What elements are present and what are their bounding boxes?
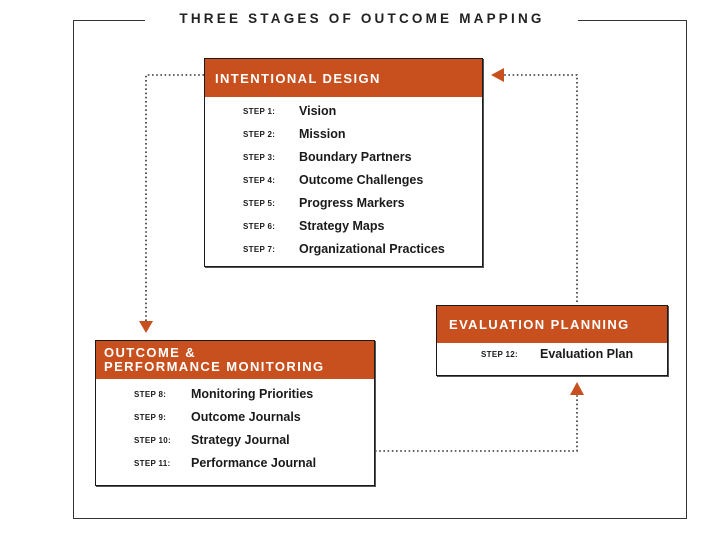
step-name: Strategy Maps xyxy=(299,219,385,233)
diagram-title: THREE STAGES OF OUTCOME MAPPING xyxy=(179,11,545,26)
step-name: Boundary Partners xyxy=(299,150,412,164)
stage-header xyxy=(96,341,374,379)
step-row xyxy=(205,126,482,144)
step-label: STEP 2: xyxy=(243,130,276,139)
step-name: Mission xyxy=(299,127,346,141)
stage-header-line1: OUTCOME & xyxy=(104,345,197,360)
arrow-monitoring-to-evaluation xyxy=(375,394,577,451)
stage-header: EVALUATION PLANNING xyxy=(437,306,667,343)
stage-header: INTENTIONAL DESIGN xyxy=(205,59,482,97)
step-row xyxy=(96,409,374,427)
stage-outcome-performance-monitoring xyxy=(95,340,375,486)
arrowhead-monitoring-to-evaluation xyxy=(570,382,584,395)
stage-header-line2: PERFORMANCE MONITORING xyxy=(104,359,325,374)
step-label: STEP 9: xyxy=(134,413,167,422)
step-label: STEP 8: xyxy=(134,390,167,399)
step-row xyxy=(96,386,374,404)
arrowhead-design-to-monitoring xyxy=(139,321,153,333)
step-name: Monitoring Priorities xyxy=(191,387,314,401)
step-name: Organizational Practices xyxy=(299,242,445,256)
step-row xyxy=(205,218,482,236)
arrow-evaluation-to-design xyxy=(503,75,577,302)
stage-intentional-design xyxy=(204,58,483,267)
step-label: STEP 5: xyxy=(243,199,276,208)
step-name: Performance Journal xyxy=(191,456,317,470)
arrow-design-to-monitoring xyxy=(146,75,204,322)
step-label: STEP 4: xyxy=(243,176,276,185)
step-name: Vision xyxy=(299,104,337,118)
step-label: STEP 3: xyxy=(243,153,276,162)
step-name: Strategy Journal xyxy=(191,433,290,447)
step-label: STEP 11: xyxy=(134,459,171,468)
step-name: Progress Markers xyxy=(299,196,405,210)
step-name: Outcome Journals xyxy=(191,410,301,424)
step-row xyxy=(96,432,374,450)
step-label: STEP 10: xyxy=(134,436,171,445)
arrowhead-evaluation-to-design xyxy=(491,68,504,82)
stage-evaluation-planning xyxy=(436,305,668,376)
step-row xyxy=(96,455,374,473)
step-row xyxy=(437,346,667,364)
step-row xyxy=(205,241,482,259)
step-row xyxy=(205,195,482,213)
step-row xyxy=(205,172,482,190)
step-label: STEP 1: xyxy=(243,107,276,116)
step-row xyxy=(205,149,482,167)
step-label: STEP 7: xyxy=(243,245,276,254)
step-label: STEP 12: xyxy=(481,350,518,359)
step-name: Evaluation Plan xyxy=(540,347,634,361)
step-label: STEP 6: xyxy=(243,222,276,231)
step-name: Outcome Challenges xyxy=(299,173,424,187)
step-row xyxy=(205,103,482,121)
